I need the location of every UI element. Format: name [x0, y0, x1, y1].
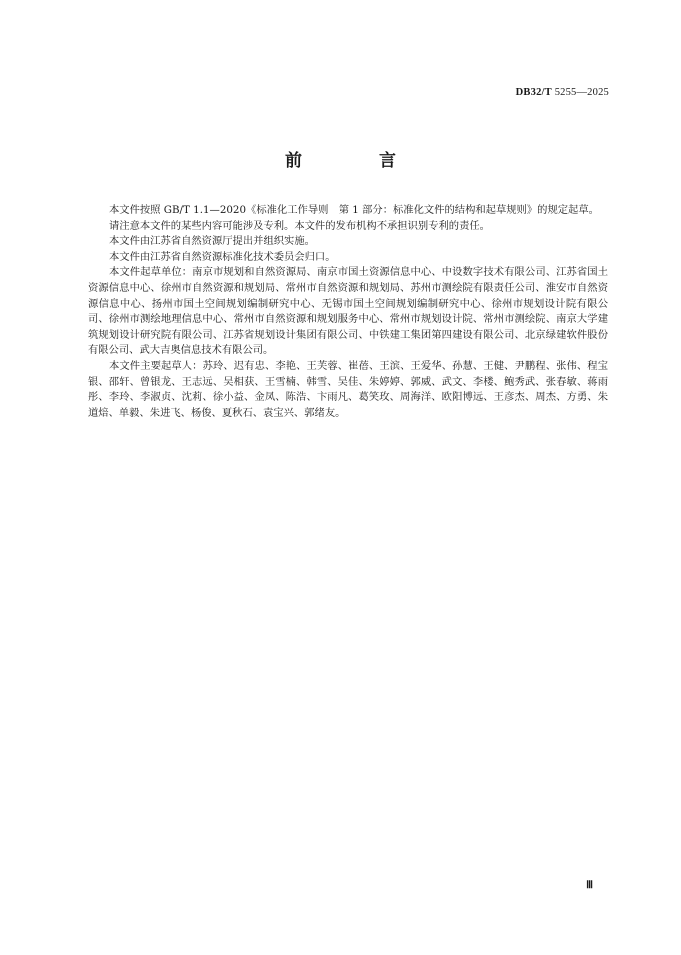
paragraph-committee: 本文件由江苏省自然资源标准化技术委员会归口。 — [109, 250, 336, 263]
paragraph-drafting-rules: 本文件按照 GB/T 1.1—2020《标准化工作导则 第 1 部分：标准化文件的结构和起草规则》的规定起草。 — [109, 204, 599, 216]
paragraph-drafters: 本文件主要起草人：苏玲、迟有忠、李艳、王芙蓉、崔蓓、王滨、王爱华、孙慧、王健、尹鹏程、张伟、程宝银、邵轩、曾银龙、王志远、吴相获、王雪楠、韩雪、吴佳、朱婷婷、郭威、武文、李楼、鲍秀武、张春敏、蒋雨彤、李玲、李淑贞、沈莉、徐小益、金凤、陈浩、卞雨凡、葛笑玫、周海洋、欧阳博远、王彦杰、周杰、方勇、朱道焙、单毅、朱进飞、杨俊、夏秋石、袁宝兴、郭绪友。 — [88, 359, 608, 419]
paragraph-drafting-units: 本文件起草单位：南京市规划和自然资源局、南京市国土资源信息中心、中设数字技术有限公司、江苏省国土资源信息中心、徐州市自然资源和规划局、常州市自然资源和规划局、苏州市测绘院有限责任公司、淮安市自然资源信息中心、扬州市国土空间规划编制研究中心、无锡市国土空间规划编制研究中心、徐州市规划设计院有限公司、徐州市测绘地理信息中心、常州市自然资源和规划服务中心、常州市规划设计院、常州市测绘院、南京大学建筑规划设计研究院有限公司、江苏省规划设计集团有限公司、中铁建工集团第四建设有限公司、北京绿建软件股份有限公司、武大吉奥信息技术有限公司。 — [88, 266, 608, 357]
paragraph-proposer: 本文件由江苏省自然资源厅提出并组织实施。 — [109, 235, 315, 248]
standard-number: 5255—2025 — [554, 87, 609, 98]
foreword-body — [88, 203, 608, 421]
standard-code — [516, 87, 609, 98]
paragraph-patent-notice: 请注意本文件的某些内容可能涉及专利。本文件的发布机构不承担识别专利的责任。 — [109, 219, 490, 232]
page-title: 前 言 — [285, 151, 426, 171]
page-number: Ⅲ — [586, 880, 593, 891]
standard-prefix: DB32/T — [515, 87, 552, 98]
